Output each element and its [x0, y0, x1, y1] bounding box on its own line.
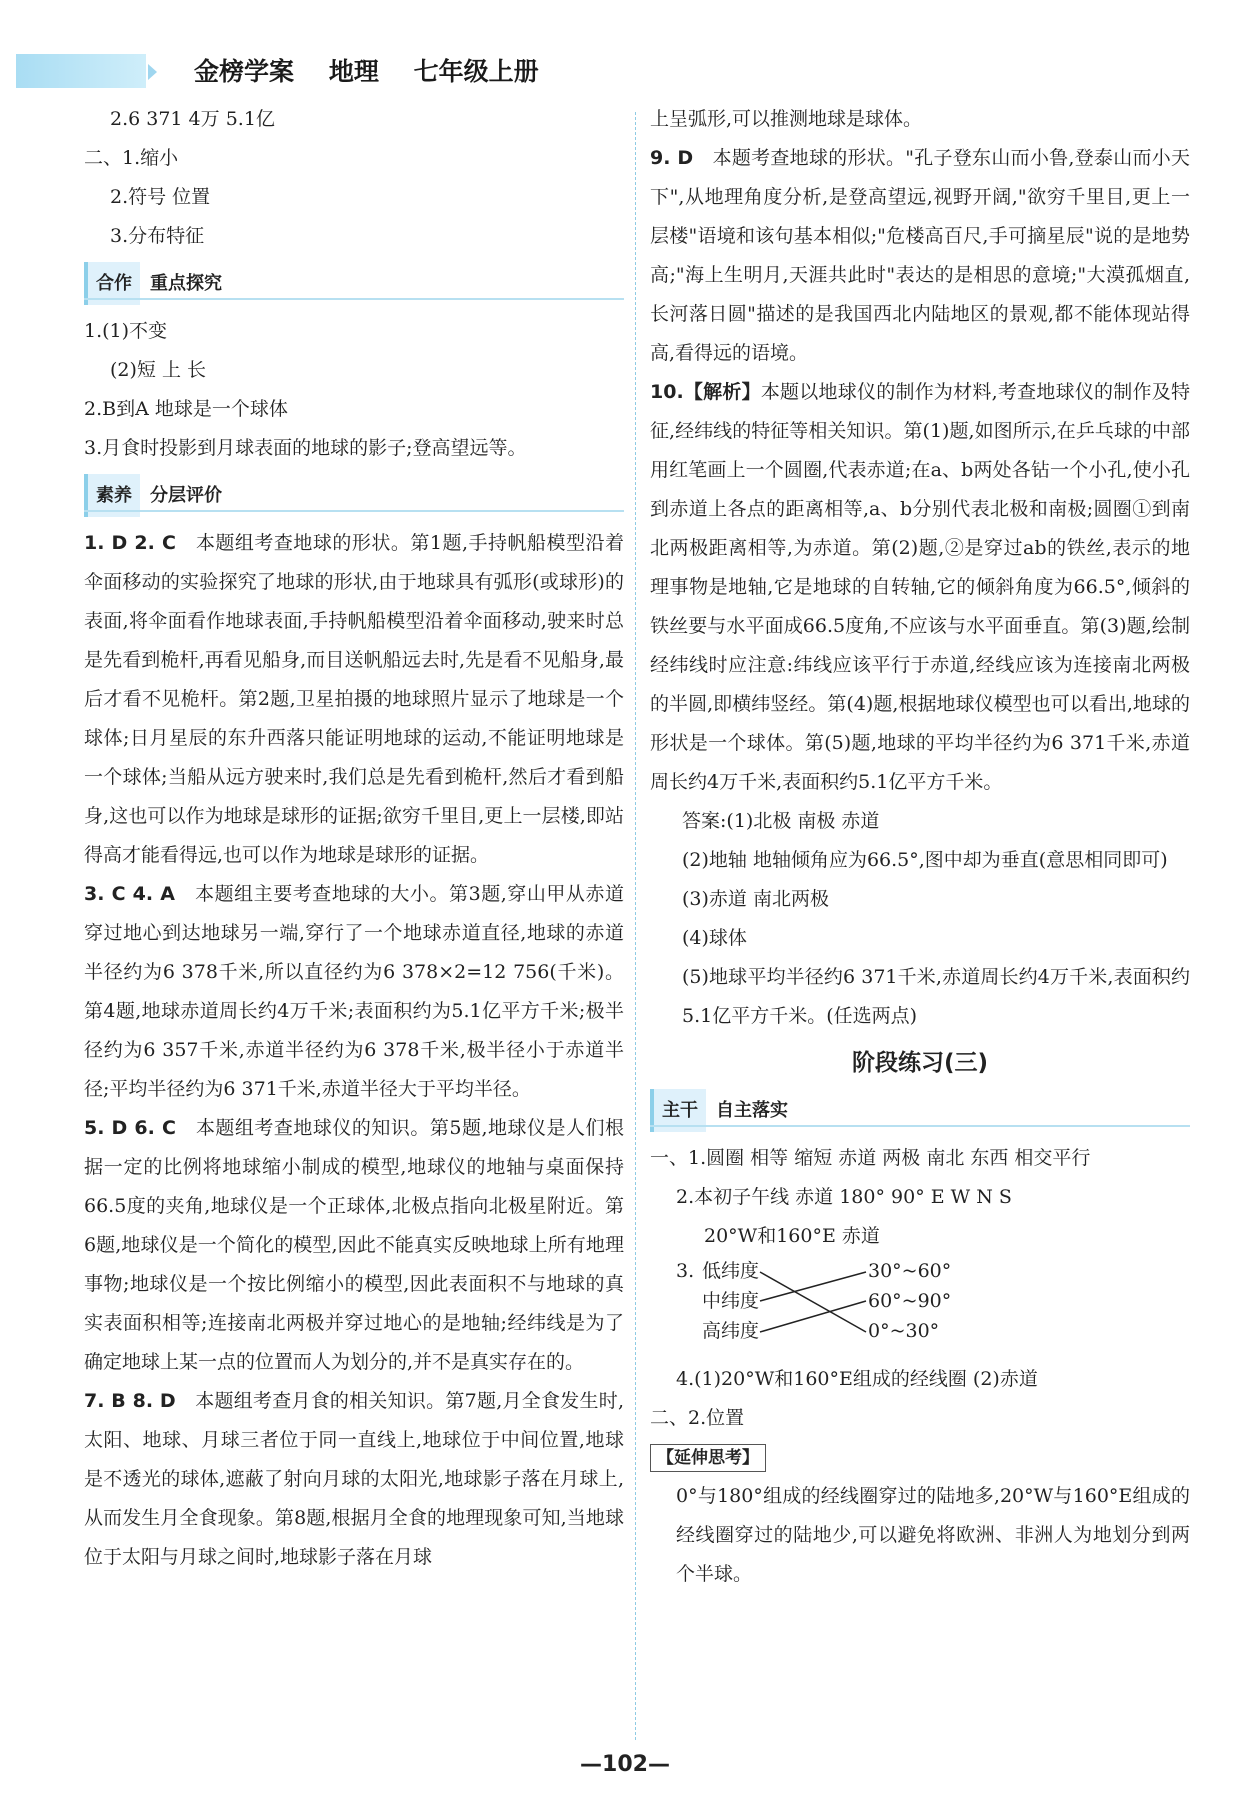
match-left-item: 低纬度 — [702, 1260, 760, 1282]
answer-line: 二、2.位置 — [650, 1407, 745, 1429]
section-subtitle: 重点探究 — [150, 273, 222, 294]
section-heading-main — [650, 1089, 1190, 1129]
answer-line: (4)球体 — [682, 927, 747, 949]
match-right-item: 0°~30° — [868, 1320, 940, 1342]
latitude-matching — [668, 1256, 1190, 1356]
section-rule — [650, 1125, 1190, 1127]
section-subtitle: 分层评价 — [150, 485, 222, 506]
explanation-text: 本题组考查地球的形状。第1题,手持帆船模型沿着伞面移动的实验探究了地球的形状,由于地球具有弧形(或球形)的表面,将伞面看作地球表面,手持帆船模型沿着伞面移动,驶来时总是先看到桅杆,再看见船身,而目送帆船远去时,先是看不见船身,最后才看不见桅杆。第2题,卫星拍摄的地球照片显示了地球是一个球体;日月星辰的东升西落只能证明地球的运动,不能证明地球是一个球体;当船从远方驶来时,我们总是先看到桅杆,然后才看到船身,这也可以作为地球是球形的证据;欲穷千里目,更上一层楼,即站得高才能看得远,也可以作为地球是球形的证据。 — [84, 532, 624, 866]
section-heading-literacy — [84, 474, 624, 514]
match-lines — [758, 1256, 870, 1346]
header-title: 金榜学案 地理 七年级上册 — [194, 57, 539, 86]
answer-line: 4.(1)20°W和160°E组成的经线圈 (2)赤道 — [676, 1368, 1038, 1390]
header-arrow-icon — [148, 64, 157, 80]
explanation-text: 本题以地球仪的制作为材料,考查地球仪的制作及特征,经纬线的特征等相关知识。第(1)题,如图所示,在乒乓球的中部用红笔画上一个圆圈,代表赤道;在a、b两处各钻一个小孔,使小孔到赤道上各点的距离相等,a、b分别代表北极和南极;圆圈①到南北两极距离相等,为赤道。第(2)题,②是穿过ab的铁丝,表示的地理事物是地轴,它是地球的自转轴,它的倾斜角度为66.5°,倾斜的铁丝要与水平面成66.5度角,不应该与水平面垂直。第(3)题,绘制经纬线时应注意:纬线应该平行于赤道,经线应该为连接南北两极的半圆,即横纬竖经。第(4)题,根据地球仪模型也可以看出,地球的形状是一个球体。第(5)题,地球的平均半径约为6 371千米,赤道周长约4万千米,表面积约5.1亿平方千米。 — [650, 381, 1190, 793]
question-number: 7. B 8. D — [84, 1390, 176, 1412]
match-line — [760, 1301, 866, 1332]
page-number: —102— — [580, 1752, 670, 1777]
header-color-bar — [16, 54, 146, 88]
extension-thinking-label: 【延伸思考】 — [650, 1444, 766, 1472]
section-rule — [84, 298, 624, 300]
section-heading-cooperation — [84, 262, 624, 302]
answer-paragraph — [84, 1109, 624, 1382]
explanation-text: 本题组考查地球仪的知识。第5题,地球仪是人们根据一定的比例将地球缩小制成的模型,地球仪的地轴与桌面保持66.5度的夹角,地球仪是一个正球体,北极点指向北极星附近。第6题,地球仪是一个简化的模型,因此不能真实反映地球上所有地理事物;地球仪是一个按比例缩小的模型,因此表面积不与地球的真实表面积相等;连接南北两极并穿过地心的是地轴;经纬线是为了确定地球上某一点的位置而人为划分的,并不是真实存在的。 — [84, 1117, 624, 1373]
answer-line: 2.本初子午线 赤道 180° 90° E W N S — [676, 1186, 1012, 1208]
stage-practice-title: 阶段练习(三) — [851, 1050, 989, 1076]
match-left-item: 高纬度 — [702, 1320, 760, 1342]
answer-line: 20°W和160°E 赤道 — [704, 1225, 880, 1247]
answer-line: (2)短 上 长 — [110, 359, 206, 381]
answer-line: 上呈弧形,可以推测地球是球体。 — [650, 108, 923, 130]
answer-line: 一、1.圆圈 相等 缩短 赤道 两极 南北 东西 相交平行 — [650, 1147, 1091, 1169]
right-column — [650, 100, 1190, 1594]
answer-paragraph — [650, 373, 1190, 802]
match-line — [760, 1272, 866, 1301]
answer-line: (2)地轴 地轴倾角应为66.5°,图中却为垂直(意思相同即可) — [682, 849, 1168, 871]
left-column — [84, 100, 624, 1577]
match-left-item: 中纬度 — [702, 1290, 760, 1312]
section-subtitle: 自主落实 — [716, 1100, 788, 1121]
answer-line: 2.6 371 4万 5.1亿 — [110, 108, 275, 130]
answer-paragraph — [84, 875, 624, 1109]
section-label: 素养 — [84, 474, 140, 517]
answer-line: 答案:(1)北极 南极 赤道 — [682, 810, 880, 832]
match-line — [760, 1272, 866, 1332]
explanation-text: 本题组考查月食的相关知识。第7题,月全食发生时,太阳、地球、月球三者位于同一直线上,地球位于中间位置,地球是不透光的球体,遮蔽了射向月球的太阳光,地球影子落在月球上,从而发生月全食现象。第8题,根据月全食的地理现象可知,当地球位于太阳与月球之间时,地球影子落在月球 — [84, 1390, 624, 1568]
explanation-text: 本题组主要考查地球的大小。第3题,穿山甲从赤道穿过地心到达地球另一端,穿行了一个地球赤道直径,地球的赤道半径约为6 378千米,所以直径约为6 378×2=12 756(千米)。第4题,地球赤道周长约4万千米;表面积约为5.1亿平方千米;极半径约为6 357千米,赤道半径约为6 378千米,极半径小于赤道半径;平均半径约为6 371千米,赤道半径大于平均半径。 — [84, 883, 624, 1100]
answer-line: 3.月食时投影到月球表面的地球的影子;登高望远等。 — [84, 437, 527, 459]
section-rule — [84, 510, 624, 512]
question-number: 9. D — [650, 147, 694, 169]
answer-line: 3.分布特征 — [110, 225, 205, 247]
section-label: 主干 — [650, 1089, 706, 1132]
match-number: 3. — [676, 1260, 695, 1282]
answer-paragraph — [84, 524, 624, 875]
answer-line: (5)地球平均半径约6 371千米,赤道周长约4万千米,表面积约5.1亿平方千米。(任选两点) — [682, 966, 1190, 1027]
answer-paragraph — [84, 1382, 624, 1577]
answer-line: (3)赤道 南北两极 — [682, 888, 829, 910]
answer-line: 2.B到A 地球是一个球体 — [84, 398, 288, 420]
question-number: 3. C 4. A — [84, 883, 175, 905]
match-right-item: 60°~90° — [868, 1290, 952, 1312]
column-divider — [635, 112, 636, 1740]
answer-paragraph — [650, 139, 1190, 373]
explanation-text: 本题考查地球的形状。"孔子登东山而小鲁,登泰山而小天下",从地理角度分析,是登高望远,视野开阔,"欲穷千里目,更上一层楼"语境和该句基本相似;"危楼高百尺,手可摘星辰"说的是地势高;"海上生明月,天涯共此时"表达的是相思的意境;"大漠孤烟直,长河落日圆"描述的是我国西北内陆地区的景观,都不能体现站得高,看得远的语境。 — [650, 147, 1190, 364]
answer-line: 二、1.缩小 — [84, 147, 179, 169]
extension-thinking-text: 0°与180°组成的经线圈穿过的陆地多,20°W与160°E组成的经线圈穿过的陆地少,可以避免将欧洲、非洲人为地划分到两个半球。 — [676, 1485, 1190, 1585]
question-number: 1. D 2. C — [84, 532, 176, 554]
answer-line: 1.(1)不变 — [84, 320, 168, 342]
question-number: 10.【解析】 — [650, 381, 761, 403]
question-number: 5. D 6. C — [84, 1117, 176, 1139]
answer-line: 2.符号 位置 — [110, 186, 211, 208]
section-label: 合作 — [84, 262, 140, 305]
page-header — [0, 44, 1250, 100]
match-right-item: 30°~60° — [868, 1260, 952, 1282]
